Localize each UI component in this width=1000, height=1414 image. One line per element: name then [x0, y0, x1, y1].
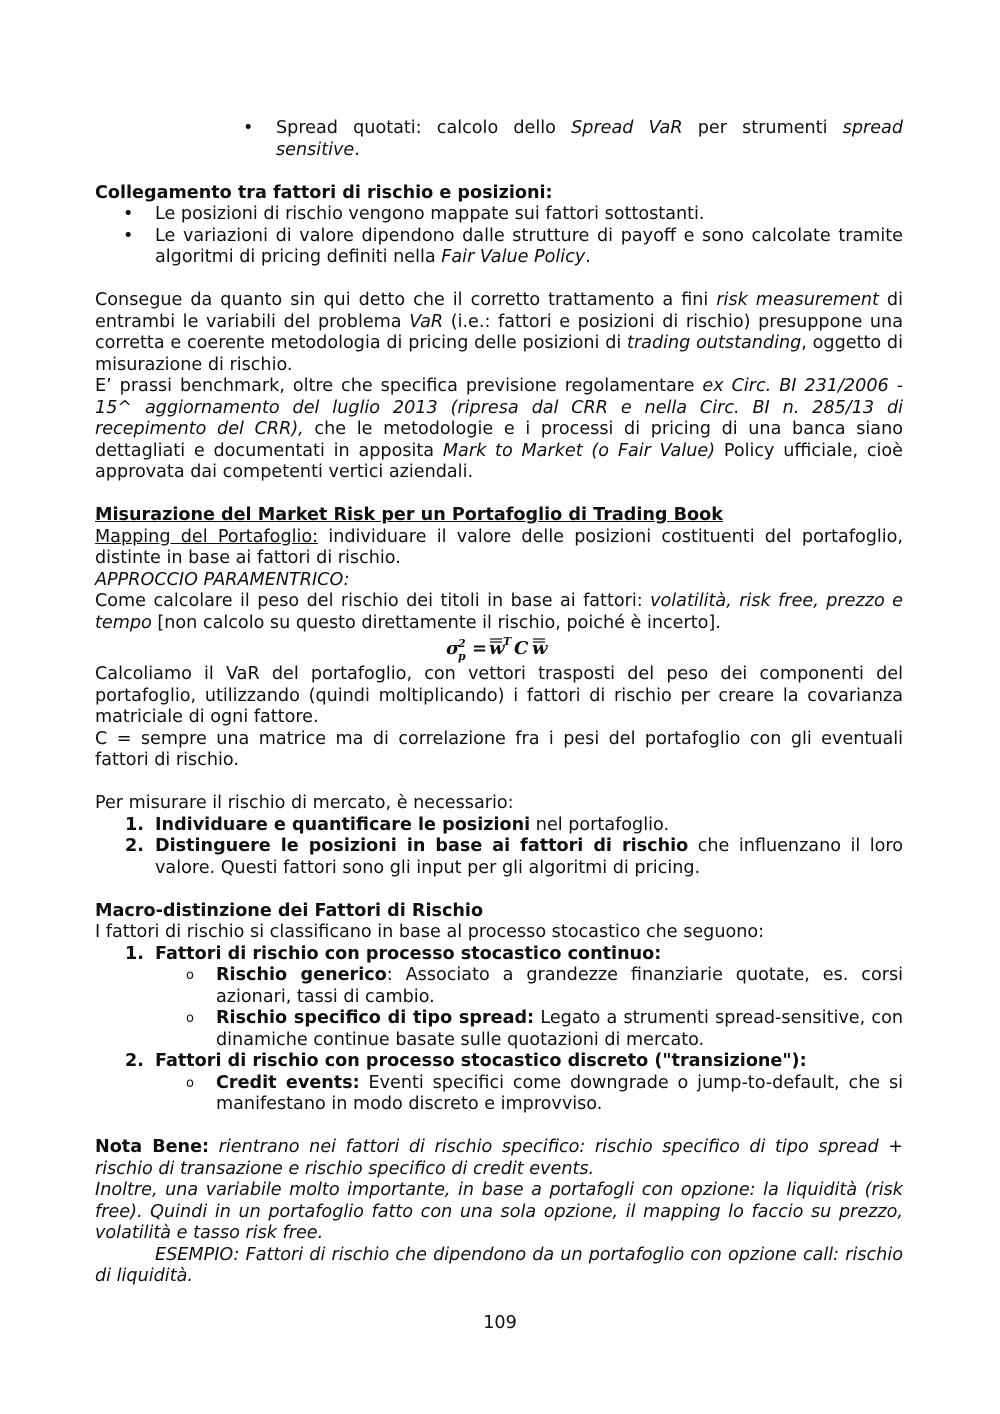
svg-text:p: p	[458, 650, 466, 663]
list-item-italic: Spread VaR	[571, 118, 683, 138]
list-item-text: per strumenti	[682, 118, 843, 138]
collegamento-list	[95, 204, 903, 269]
svg-text:C: C	[514, 638, 529, 659]
paragraph-prassi: E’ prassi benchmark, oltre che specifica previsione regolamentare ex Circ. BI 231/2006 - 15^ aggiornamento del luglio 2013 (ripresa dal CRR e nella Circ. BI n. 285/13 di recepimento del CRR), che le metodologie e i processi di pricing di una banca siano dettagliati e documentati in apposita Mark to Market (o Fair Value) Policy ufficiale, cioè approvata dai competenti vertici aziendali.	[95, 376, 904, 482]
list-item	[95, 118, 903, 161]
list-number: 1.	[125, 814, 144, 835]
top-bullet-list	[95, 118, 903, 161]
macro-list	[95, 944, 903, 1116]
list-item-text: .	[585, 247, 591, 267]
sub-list-item: o Rischio specifico di tipo spread: Legato a strumenti spread-sensitive, con dinamiche continue basate sulle quotazioni di mercato.	[186, 1008, 904, 1050]
circle-bullet-icon: o	[186, 968, 194, 983]
paragraph-mapping: Mapping del Portafoglio: individuare il valore delle posizioni costituenti del portafoglio, distinte in base ai fattori di rischio.	[95, 526, 904, 568]
list-item-text: Le variazioni di valore dipendono dalle strutture di payoff e sono calcolate tramite algoritmi di pricing definiti nella	[155, 225, 903, 267]
section-heading-macro: Macro-distinzione dei Fattori di Rischio	[95, 900, 484, 921]
page-content	[95, 118, 903, 1288]
svg-text:σ: σ	[446, 638, 460, 659]
page-number: 109	[483, 1313, 517, 1333]
svg-text:w: w	[532, 638, 548, 659]
paragraph-macro-intro: I fattori di rischio si classificano in base al processo stocastico che seguono:	[95, 922, 765, 942]
label-approccio: APPROCCIO PARAMENTRICO:	[95, 569, 350, 590]
circle-bullet-icon: o	[186, 1011, 194, 1026]
list-item-text: Le posizioni di rischio vengono mappate sui fattori sottostanti.	[155, 204, 705, 224]
circle-bullet-icon: o	[186, 1075, 194, 1091]
paragraph-per-misurare: Per misurare il rischio di mercato, è necessario:	[95, 793, 514, 813]
list-item: 1. Individuare e quantificare le posizioni nel portafoglio.	[125, 814, 670, 835]
per-misurare-list	[95, 815, 903, 880]
paragraph-c-def: C = sempre una matrice ma di correlazione fra i pesi del portafoglio con gli eventuali fattori di rischio.	[95, 728, 903, 770]
list-item-italic: spread sensitive	[276, 118, 903, 160]
paragraph-come: Come calcolare il peso del rischio dei titoli in base ai fattori: volatilità, risk free, prezzo e tempo [non calcolo su questo direttamente il rischio, poiché è incerto].	[95, 591, 903, 633]
sub-list-item: o Credit events: Eventi specifici come downgrade o jump-to-default, che si manifestano in modo discreto e improvviso.	[186, 1072, 903, 1114]
section-heading-misurazione: Misurazione del Market Risk per un Portafoglio di Trading Book	[95, 505, 723, 525]
variance-formula	[95, 634, 903, 664]
list-item: 1. Fattori di rischio con processo stocastico continuo:	[125, 943, 662, 964]
list-number: 2.	[125, 1051, 144, 1071]
list-item-text: .	[354, 139, 360, 160]
paragraph-calcoliamo: Calcoliamo il VaR del portafoglio, con vettori trasposti del peso dei componenti del portafoglio, utilizzando (quindi moltiplicando) i fattori di rischio per creare la covarianza matriciale di ogni fattore.	[95, 664, 903, 727]
list-item-text: Spread quotati: calcolo dello	[276, 118, 572, 138]
bullet-icon: •	[123, 204, 134, 224]
svg-text:T: T	[503, 635, 512, 648]
list-item	[95, 226, 903, 269]
list-number: 2.	[125, 836, 144, 856]
list-item	[95, 204, 903, 226]
list-item: 2. Distinguere le posizioni in base ai fattori di rischio che influenzano il loro valore. Questi fattori sono gli input per gli algoritmi di pricing.	[125, 836, 903, 878]
svg-text:=: =	[472, 638, 488, 659]
bullet-icon: •	[123, 225, 134, 246]
sub-list-item: o Rischio generico: Associato a grandezze finanziarie quotate, es. corsi azionari, tassi di cambio.	[186, 965, 903, 1007]
paragraph-nota-bene: Nota Bene: rientrano nei fattori di rischio specifico: rischio specifico di tipo spread + rischio di transazione e rischio specifico di credit events.	[95, 1137, 903, 1179]
svg-text:w: w	[489, 638, 505, 659]
list-item: 2. Fattori di rischio con processo stocastico discreto ("transizione"):	[125, 1051, 807, 1071]
paragraph-esempio: ESEMPIO: Fattori di rischio che dipendono da un portafoglio con opzione call: rischio di liquidità.	[95, 1244, 903, 1286]
list-number: 1.	[125, 943, 144, 964]
formula-image	[444, 634, 554, 664]
bullet-icon: •	[243, 118, 254, 138]
paragraph-consegue: Consegue da quanto sin qui detto che il corretto trattamento a fini risk measurement di entrambi le variabili del problema VaR (i.e.: fattori e posizioni di rischio) presuppone una corretta e coerente metodologia di pricing delle posizioni di trading outstanding, oggetto di misurazione di rischio.	[95, 290, 903, 375]
svg-text:2: 2	[458, 637, 466, 650]
list-item-italic: Fair Value Policy	[441, 247, 586, 267]
paragraph-inoltre: Inoltre, una variabile molto importante, in base a portafogli con opzione: la liquidità (risk free). Quindi in un portafoglio fatto con una sola opzione, il mapping lo faccio su prezzo, volatilità e tasso risk free.	[95, 1180, 903, 1243]
section-heading-collegamento: Collegamento tra fattori di rischio e posizioni:	[95, 182, 553, 203]
